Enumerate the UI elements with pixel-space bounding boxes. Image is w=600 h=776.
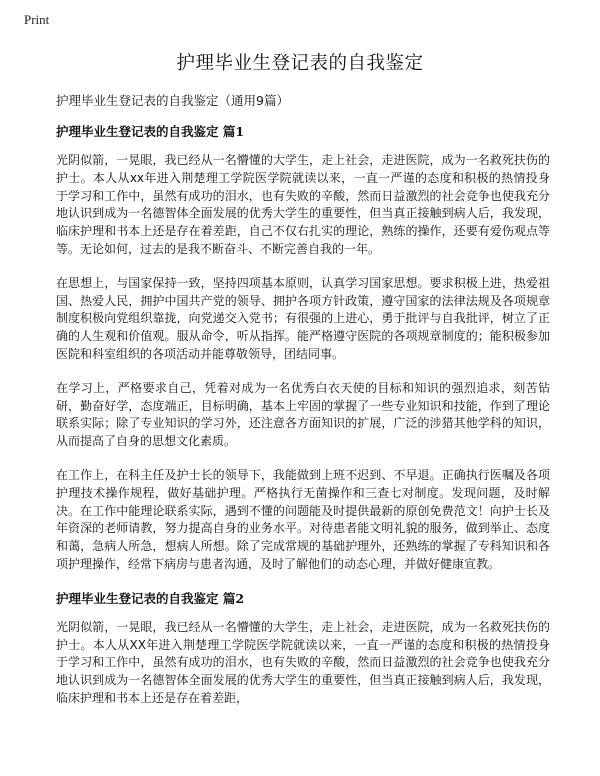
section-1: [56, 123, 550, 574]
print-link[interactable]: Print: [24, 12, 50, 27]
paragraph: 在工作上，在科主任及护士长的领导下，我能做到上班不迟到、不早退。正确执行医嘱及各项护理技术操作规程，做好基础护理。严格执行无菌操作和三查七对制度。发现问题，及时解决。在工作中能理论联系实际，遇到不懂的问题能及时提供最新的原创免费范文！向护士长及年资深的老师请教，努力提高自身的业务水平。对待患者能文明礼貌的服务，做到举止、态度和蔼，急病人所急，想病人所想。除了完成常规的基础护理外，还熟练的掌握了专科知识和各项护理操作，经常下病房与患者沟通，及时了解他们的动态心理，并做好健康宣教。: [56, 467, 550, 571]
paragraph: 在思想上，与国家保持一致，坚持四项基本原则，认真学习国家思想。要求积极上进，热爱祖国、热爱人民，拥护中国共产党的领导、拥护各项方针政策，遵守国家的法律法规及各项规章制度积极向党组织靠拢，向党递交入党书；有很强的上进心，勇于批评与自我批评，树立了正确的人生观和价值观。服从命令，听从指挥。能严格遵守医院的各项规章制度的；能积极参加医院和科室组织的各项活动并能尊敬领导，团结同事。: [56, 275, 550, 361]
document-subtitle: 护理毕业生登记表的自我鉴定（通用9篇）: [56, 93, 289, 108]
section-heading: 护理毕业生登记表的自我鉴定 篇1: [56, 124, 245, 139]
paragraph: 光阴似箭，一晃眼，我已经从一名懵懂的大学生，走上社会，走进医院，成为一名救死扶伤的护士。本人从xx年进入荆楚理工学院医学院就读以来，一直一严谨的态度和积极的热情投身于学习和工作中，虽然有成功的泪水，也有失败的辛酸，然而日益激烈的社会竞争也使我充分地认识到成为一名德智体全面发展的优秀大学生的重要性，但当真正接触到病人后，我发现，临床护理和书本上还是存在着差距，自己不仅右扎实的理论，熟练的操作，还要有爱伤观点等等。无论如何，过去的是我不断奋斗、不断完善自我的一年。: [56, 153, 550, 256]
paragraph: 光阴似箭，一晃眼，我已经从一名懵懂的大学生，走上社会，走进医院，成为一名救死扶伤的护士。本人从XX年进入荆楚理工学院医学院就读以来，一直一严谨的态度和积极的热情投身于学习和工作中，虽然有成功的泪水，也有失败的辛酸，然而日益激烈的社会竞争也使我充分地认识到成为一名德智体全面发展的优秀大学生的重要性，但当真正接触到病人后，我发现，临床护理和书本上还是存在着差距，: [56, 619, 550, 705]
page-title: 护理毕业生登记表的自我鉴定: [176, 53, 424, 74]
section-heading: 护理毕业生登记表的自我鉴定 篇2: [56, 590, 245, 606]
section-2: [56, 590, 550, 708]
document-body: [56, 92, 550, 724]
paragraph: 在学习上，严格要求自己，凭着对成为一名优秀白衣天使的目标和知识的强烈追求，刻苦钻研，勤奋好学，态度端正，目标明确，基本上牢固的掌握了一些专业知识和技能，作到了理论联系实际；除了专业知识的学习外，还注意各方面知识的扩展，广泛的涉猎其他学科的知识，从而提高了自身的思想文化素质。: [56, 380, 550, 449]
